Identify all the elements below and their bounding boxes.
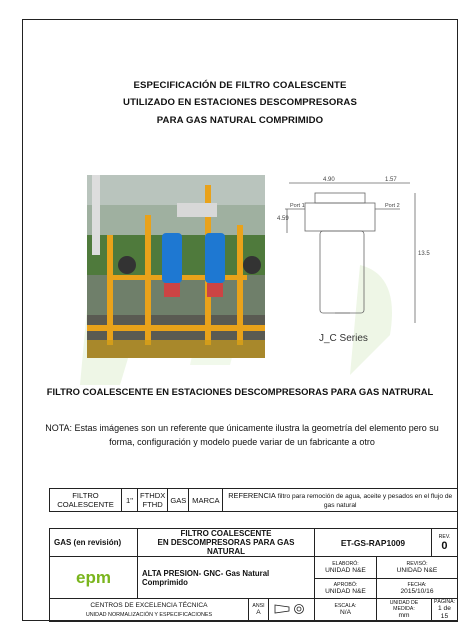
pagina-value: 1 de 15 xyxy=(438,605,451,620)
title-line-1: ESPECIFICACIÓN DE FILTRO COALESCENTE xyxy=(133,80,347,91)
installation-photo xyxy=(87,175,265,358)
elaboro-cell xyxy=(314,557,376,579)
projection-icon xyxy=(273,603,309,615)
unidad-cell xyxy=(376,599,431,622)
ansi-value: A xyxy=(256,609,261,616)
reference-text: filtro para remoción de agua, aceite y pesados en el flujo de gas natural xyxy=(275,492,453,509)
reference-label: REFERENCIA xyxy=(228,490,276,500)
code-line-2: FTHD xyxy=(142,500,163,509)
material-cell: GAS xyxy=(168,489,189,512)
code-cell xyxy=(138,489,168,512)
reviso-cell xyxy=(376,557,457,579)
rev-label: REV. xyxy=(438,533,451,540)
reference-cell xyxy=(223,489,458,512)
port2-label: Port 2 xyxy=(385,203,400,209)
size-cell: 1" xyxy=(122,489,138,512)
ansi-cell xyxy=(248,599,268,622)
dim-left: 4.59 xyxy=(277,216,289,222)
center-line-1: CENTROS DE EXCELENCIA TÉCNICA xyxy=(90,602,208,609)
center-line-2: UNIDAD NORMALIZACIÓN Y ESPECIFICACIONES xyxy=(85,612,213,618)
dim-top-1: 4.90 xyxy=(323,177,335,183)
reviso-value: UNIDAD N&E xyxy=(396,566,438,574)
spec-table xyxy=(49,488,458,512)
item-line-1: FILTRO xyxy=(72,491,99,500)
doc-code-cell: ET-GS-RAP1009 xyxy=(314,529,431,557)
unidad-value: mm xyxy=(398,612,410,619)
elaboro-label: ELABORÓ: xyxy=(332,560,359,567)
pagina-label: PÁGINA: xyxy=(433,599,455,605)
fecha-value: 2015/10/16 xyxy=(400,587,434,595)
pagina-cell xyxy=(431,599,457,622)
item-cell xyxy=(50,489,122,512)
doc-title-1: FILTRO COALESCENTE xyxy=(180,529,272,538)
subject-heading: FILTRO COALESCENTE EN ESTACIONES DESCOMPRESORAS PARA GAS NATRURAL xyxy=(46,386,434,397)
ansi-label: ANSI xyxy=(252,603,265,609)
title-block xyxy=(49,528,458,622)
dim-top-2: 1.57 xyxy=(385,177,397,183)
doc-title-cell xyxy=(138,529,315,557)
note-text: NOTA: Estas imágenes son un referente que únicamente ilustra la geometría del elemento pero su forma, configuración y modelo puede variar de un fabricante a otro xyxy=(45,423,439,447)
unidad-label: UNIDAD DE MEDIDA: xyxy=(389,600,419,612)
escala-value: N/A xyxy=(339,609,351,616)
doc-title-2: EN DESCOMPRESORAS PARA GAS NATURAL xyxy=(157,538,295,556)
aprobo-value: UNIDAD N&E xyxy=(325,587,366,595)
scope-cell: ALTA PRESION- GNC- Gas Natural Comprimido xyxy=(138,557,315,599)
center-cell xyxy=(50,599,249,622)
reviso-label: REVISÓ: xyxy=(406,560,428,567)
epm-logo: epm xyxy=(76,567,111,587)
title-line-3: PARA GAS NATURAL COMPRIMIDO xyxy=(156,115,324,126)
fecha-label: FECHA: xyxy=(407,581,427,588)
projection-symbol-cell xyxy=(268,599,314,622)
title-line-2: UTILIZADO EN ESTACIONES DESCOMPRESORAS xyxy=(123,97,357,108)
escala-cell xyxy=(314,599,376,622)
escala-label: ESCALA: xyxy=(334,603,357,609)
section-cell: GAS (en revisión) xyxy=(50,529,138,557)
brand-cell: MARCA xyxy=(189,489,223,512)
logo-cell xyxy=(50,557,138,599)
aprobo-label: APROBÓ: xyxy=(333,581,358,588)
port1-label: Port 1 xyxy=(290,203,305,209)
rev-value: 0 xyxy=(441,539,448,552)
aprobo-cell xyxy=(314,579,376,599)
drawing-series-label: J_C Series xyxy=(319,333,368,344)
fecha-cell xyxy=(376,579,457,599)
filter-drawing xyxy=(275,173,445,348)
rev-cell xyxy=(431,529,457,557)
item-line-2: COALESCENTE xyxy=(57,500,114,509)
code-line-1: FTHDX xyxy=(140,491,166,500)
elaboro-value: UNIDAD N&E xyxy=(325,566,366,574)
dim-right: 13.5 xyxy=(418,251,430,257)
